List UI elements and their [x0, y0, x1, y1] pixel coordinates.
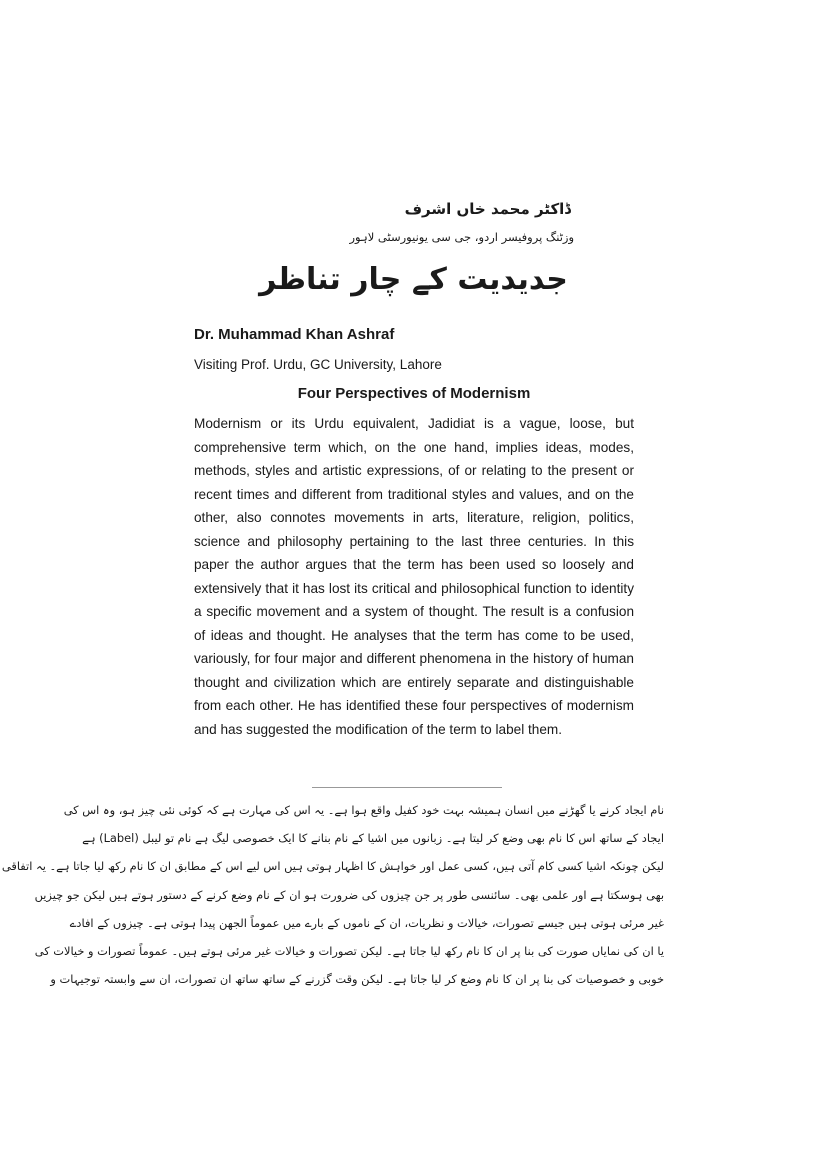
urdu-author-name: ڈاکٹر محمد خاں اشرف [404, 200, 571, 218]
urdu-body-line: یا ان کی نمایاں صورت کی بنا پر ان کا نام رکھ لیا جاتا ہے۔ لیکن تصورات و خیالات غیر مرئی ہوتے ہیں۔ عموماً تصورات و خیالات کی [34, 944, 664, 959]
urdu-title: جدیدیت کے چار تناظر [259, 262, 568, 297]
urdu-body-line: ایجاد کے ساتھ اس کا نام بھی وضع کر لیتا ہے۔ زبانوں میں اشیا کے نام بنانے کا ایک خصوصی لیگ ہے نام تو لیبل (Label) ہے [82, 831, 664, 846]
section-divider [312, 787, 502, 788]
urdu-body-line: غیر مرئی ہوتی ہیں جیسے تصورات، خیالات و نظریات، ان کے ناموں کے بارے میں عموماً الجھن پیدا ہوتی ہے۔ چیزوں کے افادے [69, 915, 664, 930]
urdu-body-line: نام ایجاد کرنے یا گھڑنے میں انسان ہمیشہ بہت خود کفیل واقع ہوا ہے۔ یہ اس کی مہارت ہے کہ کوئی نئی چیز ہو، وہ اس کی [63, 803, 664, 817]
urdu-affiliation: وزٹنگ پروفیسر اردو، جی سی یونیورسٹی لاہور [349, 230, 574, 244]
english-title: Four Perspectives of Modernism [297, 385, 531, 402]
urdu-body-line: خوبی و خصوصیات کی بنا پر ان کا نام وضع کر لیا جاتا ہے۔ لیکن وقت گزرنے کے ساتھ ساتھ ان تصورات، ان سے وابستہ توجیہات و [50, 972, 664, 987]
abstract-paragraph: Modernism or its Urdu equivalent, Jadidiat is a vague, loose, but comprehensive term which, on the one hand, implies ideas, modes, methods, styles and artistic expressions, of or relating to the present or recent times and different from traditional styles and values, and on the other, also connotes movements in arts, literature, religion, politics, science and philosophy pertaining to the last three centuries. In this paper the author argues that the term has been used so loosely and extensively that it has lost its critical and philosophical function to identity a specific movement and a system of thought. The result is a confusion of ideas and thought. He analyses that the term has come to be used, variously, for four major and different phenomena in the history of human thought and civilization which are entirely separate and distinguishable from each other. He has identified these four perspectives of modernism and has suggested the modification of the term to label them. [194, 416, 634, 737]
english-affiliation: Visiting Prof. Urdu, GC University, Lahore [194, 357, 442, 372]
urdu-body-line: بھی ہوسکتا ہے اور علمی بھی۔ سائنسی طور پر جن چیزوں کی ضرورت ہو ان کے نام وضع کرنے کے دستور ہوتے ہیں لیکن جو چیزیں [34, 887, 664, 902]
english-author-name: Dr. Muhammad Khan Ashraf [194, 326, 395, 343]
urdu-body-line: لیکن چونکہ اشیا کسی کام آتی ہیں، کسی عمل اور خواہش کا اظہار ہوتی ہیں اس لیے اس کے مطابق ان کا نام رکھ لیا جاتا ہے۔ یہ اتفاقی [1, 859, 664, 874]
urdu-body-paragraph [1, 796, 664, 993]
